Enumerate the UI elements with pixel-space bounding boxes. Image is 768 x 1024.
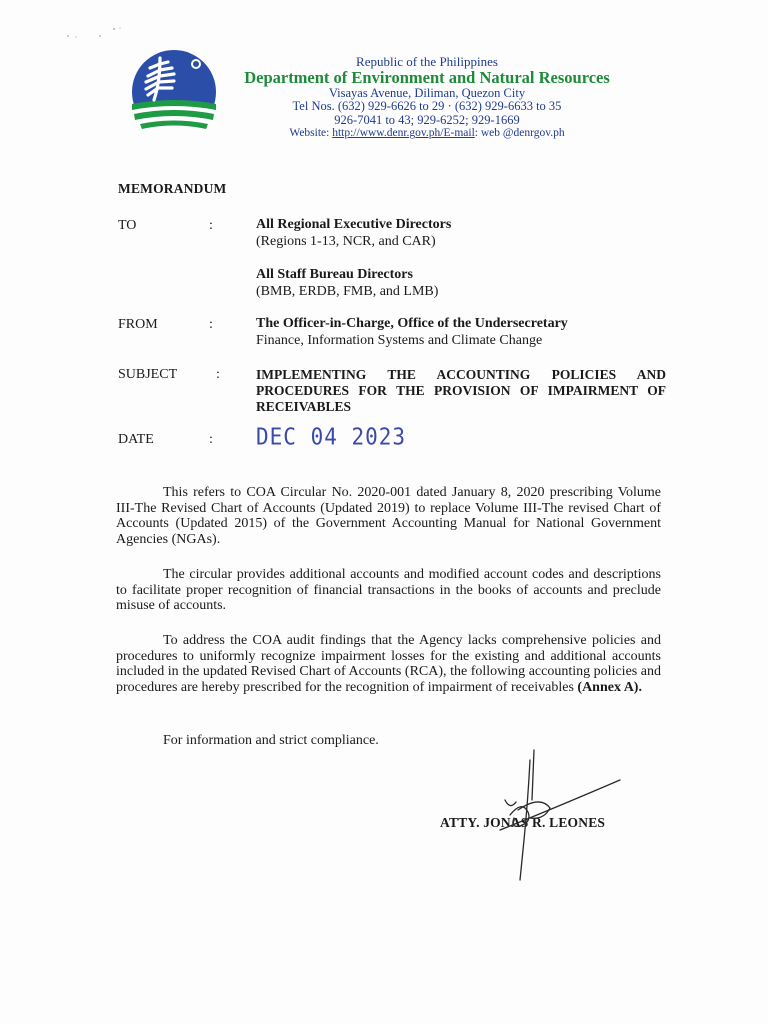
memorandum-heading: MEMORANDUM <box>118 181 227 196</box>
to-recipient-1 <box>256 217 451 251</box>
handwritten-signature <box>470 740 640 890</box>
annex-reference: (Annex A). <box>577 680 642 696</box>
date-stamp: DEC 04 2023 <box>256 423 407 450</box>
from-label: FROM <box>118 317 158 332</box>
from-colon: : <box>209 317 213 332</box>
body-paragraph-2: The circular provides additional accounts and modified account codes and descriptions to facilitate proper recognition of financial transactions in the books of accounts and preclude misuse of accounts. <box>116 567 661 614</box>
paragraph-3-text: To address the COA audit findings that the Agency lacks comprehensive policies and procedures to uniformly recognize impairment losses for the existing and additional accounts included in the updated Revised Chart of Accounts (RCA), the following accounting policies and procedures are hereby prescribed for the recognition of impairment of receivables <box>116 633 661 696</box>
body-paragraph-1: This refers to COA Circular No. 2020-001 dated January 8, 2020 prescribing Volume III-The Revised Chart of Accounts (Updated 2019) to replace Volume III-The revised Chart of Accounts (Updated 2015) of the Government Accounting Manual for National Government Agencies (NGAs). <box>116 485 661 548</box>
signatory-name: ATTY. JONAS R. LEONES <box>440 815 606 830</box>
body-paragraph-3 <box>116 633 661 696</box>
subject-text: IMPLEMENTING THE ACCOUNTING POLICIES AND PROCEDURES FOR THE PROVISION OF IMPAIRMENT OF RECEIVABLES <box>256 367 666 415</box>
recipient-1-title: All Regional Executive Directors <box>256 217 452 232</box>
denr-logo-icon <box>120 48 228 140</box>
recipient-1-scope: (Regions 1-13, NCR, and CAR) <box>256 233 436 249</box>
from-sender <box>256 316 568 350</box>
telephone-line-2: 926-7041 to 43; 929-6252; 929-1669 <box>334 112 520 127</box>
website-label: Website: <box>289 127 333 140</box>
date-label: DATE <box>118 432 154 447</box>
recipient-2-title: All Staff Bureau Directors <box>256 267 413 282</box>
scan-speck-marks <box>62 24 132 42</box>
letterhead <box>232 55 622 140</box>
department-name: Department of Environment and Natural Resources <box>244 68 610 88</box>
body-paragraph-4: For information and strict compliance. <box>163 733 379 748</box>
from-office: Finance, Information Systems and Climate Change <box>256 332 543 348</box>
email-text: : web @denrgov.ph <box>474 127 565 140</box>
to-colon: : <box>209 218 213 233</box>
website-link[interactable]: http://www.denr.gov.ph/E-mail <box>332 127 475 140</box>
recipient-2-scope: (BMB, ERDB, FMB, and LMB) <box>256 283 439 299</box>
subject-label: SUBJECT <box>118 367 178 382</box>
from-name: The Officer-in-Charge, Office of the Undersecretary <box>256 316 568 331</box>
subject-colon: : <box>216 367 220 382</box>
to-label: TO <box>118 218 137 233</box>
website-line <box>232 127 622 139</box>
republic-line: Republic of the Philippines <box>356 54 498 69</box>
to-recipient-2 <box>256 267 438 301</box>
address-line: Visayas Avenue, Diliman, Quezon City <box>328 85 526 100</box>
telephone-line-1: Tel Nos. (632) 929-6626 to 29 · (632) 929-6633 to 35 <box>292 99 562 114</box>
date-colon: : <box>209 432 213 447</box>
